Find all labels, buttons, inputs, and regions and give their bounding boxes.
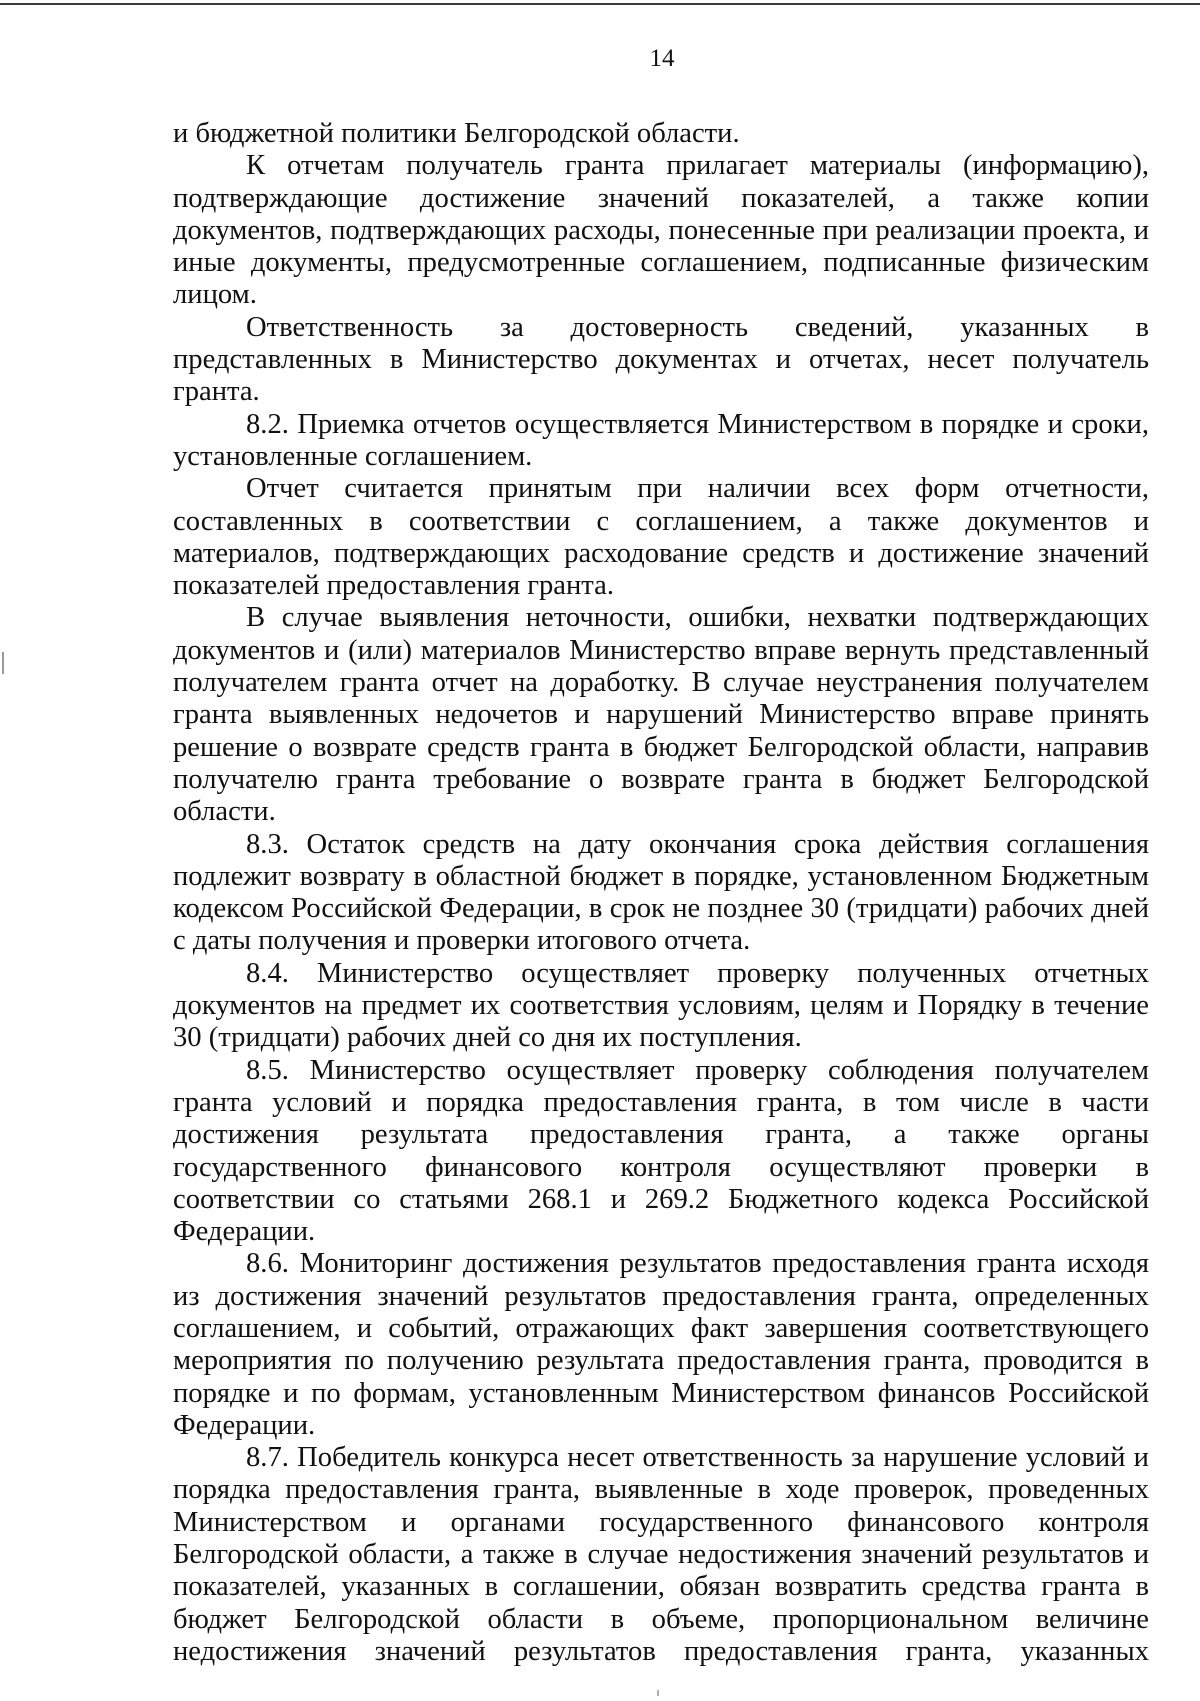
paragraph-responsibility: Ответственность за достоверность сведений, указанных в представленных в Министерство документах и отчетах, несет получатель гранта. — [173, 311, 1149, 408]
paragraph-8-4: 8.4. Министерство осуществляет проверку полученных отчетных документов на предмет их соответствия условиям, целям и Порядку в течение 30 (тридцати) рабочих дней со дня их поступления. — [173, 957, 1149, 1054]
paragraph-8-7: 8.7. Победитель конкурса несет ответственность за нарушение условий и порядка предоставления гранта, выявленные в ходе проверок, проведенных Министерством и органами государственного финансового контроля Белгородской области, а также в случае недостижения значений результатов и показателей, указанных в соглашении, обязан возвратить средства гранта в бюджет Белгородской области в объеме, пропорциональном величине недостижения значений результатов предоставления гранта, указанных — [173, 1442, 1149, 1667]
document-body — [173, 118, 1149, 1668]
paragraph-8-6: 8.6. Мониторинг достижения результатов предоставления гранта исходя из достижения значений результатов предоставления гранта, определенных соглашением, и событий, отражающих факт завершения соответствующего мероприятия по получению результата предоставления гранта, проводится в порядке и по формам, установленным Министерством финансов Российской Федерации. — [173, 1248, 1149, 1441]
paragraph-8-2: 8.2. Приемка отчетов осуществляется Министерством в порядке и сроки, установленные соглашением. — [173, 408, 1149, 472]
paragraph-8-3: 8.3. Остаток средств на дату окончания срока действия соглашения подлежит возврату в областной бюджет в порядке, установленном Бюджетным кодексом Российской Федерации, в срок не позднее 30 (тридцати) рабочих дней с даты получения и проверки итогового отчета. — [173, 828, 1149, 957]
paragraph-report-acceptance: Отчет считается принятым при наличии всех форм отчетности, составленных в соответствии с соглашением, а также документов и материалов, подтверждающих расходование средств и достижение значений показателей предоставления гранта. — [173, 473, 1149, 602]
page-number: 14 — [649, 45, 675, 72]
scan-margin-mark — [2, 652, 4, 674]
paragraph-8-5: 8.5. Министерство осуществляет проверку соблюдения получателем гранта условий и порядка предоставления гранта, в том числе в части достижения результата предоставления гранта, а также органы государственного финансового контроля осуществляют проверки в соответствии со статьями 268.1 и 269.2 Бюджетного кодекса Российской Федерации. — [173, 1054, 1149, 1248]
paragraph-report-return: В случае выявления неточности, ошибки, нехватки подтверждающих документов и (или) материалов Министерство вправе вернуть представленный получателем гранта отчет на доработку. В случае неустранения получателем гранта выявленных недочетов и нарушений Министерство вправе принять решение о возврате средств гранта в бюджет Белгородской области, направив получателю гранта требование о возврате гранта в бюджет Белгородской области. — [173, 602, 1149, 828]
paragraph-continuation: и бюджетной политики Белгородской области. — [173, 118, 740, 149]
scan-edge-line — [0, 3, 1200, 5]
scan-dust-mark — [657, 1690, 659, 1696]
paragraph-report-attachments: К отчетам получатель гранта прилагает материалы (информацию), подтверждающие достижение значений показателей, а также копии документов, подтверждающих расходы, понесенные при реализации проекта, и иные документы, предусмотренные соглашением, подписанные физическим лицом. — [173, 150, 1149, 311]
